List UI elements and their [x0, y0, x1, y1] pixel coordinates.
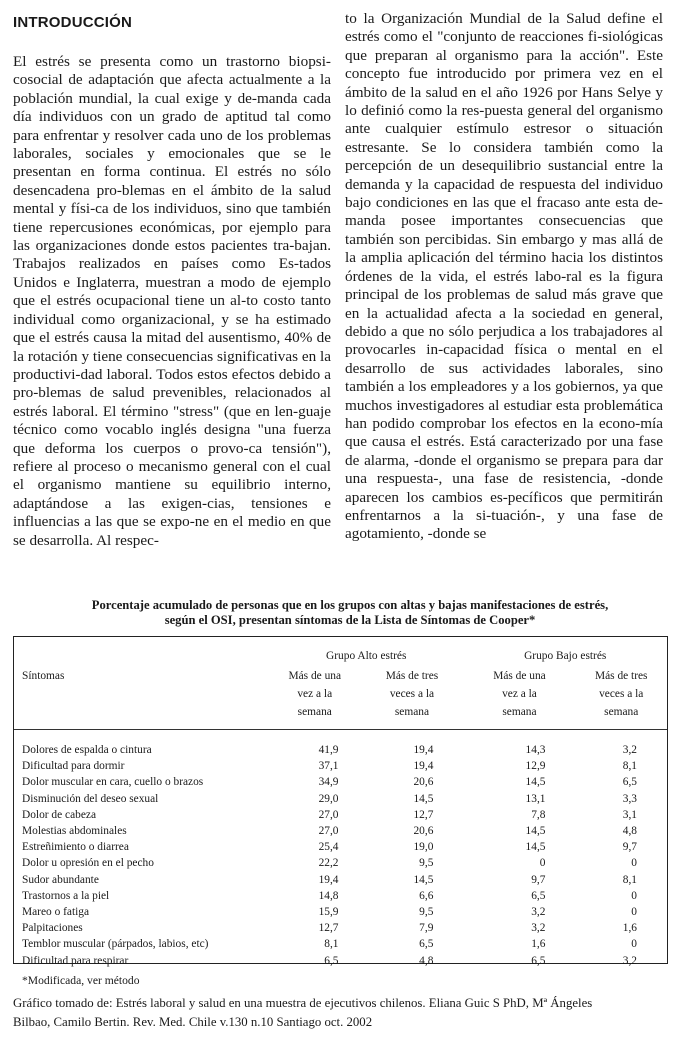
high-once-cell: 19,4 — [318, 873, 339, 886]
header-rule — [14, 721, 667, 730]
symptom-cell: Dolor u opresión en el pecho — [22, 857, 154, 870]
header-group-high: Grupo Alto estrés — [326, 650, 407, 662]
sub-label-line: vez a la — [297, 688, 333, 700]
low-three-cell: 0 — [631, 906, 637, 919]
low-once-cell: 12,9 — [525, 760, 546, 773]
high-once-cell: 15,9 — [318, 906, 339, 919]
low-once-cell: 9,7 — [531, 873, 546, 886]
symptom-cell: Temblor muscular (párpados, labios, etc) — [22, 938, 209, 951]
table-row — [14, 904, 667, 920]
sub-label-line: Más de una — [288, 670, 342, 682]
high-three-cell: 9,5 — [419, 857, 434, 870]
high-once-cell: 37,1 — [318, 760, 339, 773]
high-once-cell: 41,9 — [318, 744, 339, 756]
table-row — [14, 888, 667, 904]
sub-label-line: Más de tres — [594, 670, 648, 682]
high-once-cell: 25,4 — [318, 841, 339, 854]
high-three-cell: 6,5 — [419, 938, 434, 951]
header-group-low: Grupo Bajo estrés — [524, 650, 607, 662]
table-title-line-2: según el OSI, presentan síntomas de la Lista de Síntomas de Cooper* — [164, 613, 536, 627]
low-three-cell: 1,6 — [622, 922, 637, 935]
header-symptoms — [14, 637, 269, 667]
low-once-cell: 3,2 — [531, 906, 546, 919]
low-once-cell: 1,6 — [531, 938, 546, 951]
symptom-cell: Estreñimiento o diarrea — [22, 841, 129, 854]
low-once-cell: 7,8 — [531, 808, 546, 821]
table-row — [14, 936, 667, 952]
table-row — [14, 791, 667, 807]
low-once-cell: 13,1 — [525, 792, 546, 805]
high-once-cell: 8,1 — [324, 938, 339, 951]
sub-label-line: Más de una — [493, 670, 546, 682]
high-once-cell: 12,7 — [318, 922, 339, 935]
section-heading: INTRODUCCIÓN — [13, 14, 133, 31]
symptom-cell: Mareo o fatiga — [22, 906, 90, 919]
table-header-row-frequencies — [14, 667, 667, 721]
symptom-cell: Dolor de cabeza — [22, 808, 96, 821]
sub-label-line: Más de tres — [385, 670, 439, 682]
low-once-cell: 3,2 — [531, 922, 546, 935]
table-row — [14, 953, 667, 969]
symptoms-table — [14, 637, 667, 969]
high-once-cell: 14,8 — [318, 889, 339, 902]
sub-label-line: veces a la — [599, 688, 644, 700]
header-low-more-than-once — [463, 667, 575, 721]
symptom-cell: Dificultad para dormir — [22, 760, 125, 773]
sub-label-line: veces a la — [389, 688, 435, 700]
low-three-cell: 3,2 — [622, 954, 637, 967]
body-text-right-column: to la Organización Mundial de la Salud define el estrés como el "conjunto de reacciones fi-siológicas que preparan al organismo para la acción". Este concepto fue introducido por primera vez en el ámbito de la salud en el año 1926 por Hans Selye y lo definió como la res-puesta general del organismo ante cualquier estímulo estresor o situación estresante. Se lo considera también como la percepción de un desequilibrio sustancial entre la demanda y la capacidad de respuesta del individuo bajo condiciones en las que el fracaso ante esta de-manda posee importantes consecuencias que también son percibidas. Sin embargo y mas allá de la amplia aplicación del término hacia los distintos órdenes de la vida, el estrés labo-ral es la figura principal de los problemas de salud más grave que en la actualidad afecta a la sociedad en general, debido a que no sólo perjudica a los trabajadores al provocarles in-capacidad física o mental en el desarrollo de sus actividades laborales, sino también a los empleadores y a los gobiernos, ya que muchos investigadores al estudiar esta problemática han podido comprobar los efectos en la econo-mía que causa el estrés. Está caracterizado por una fase de alarma, -donde el organismo se prepara para dar una respuesta-, una fase de resistencia, -donde aparecen los cambios es-pecíficos que permitirán enfrentarnos a la si-tuación-, y una fase de agotamiento, -donde se — [345, 10, 663, 543]
table-row — [14, 872, 667, 888]
low-once-cell: 14,5 — [525, 825, 546, 838]
header-high-more-than-three — [361, 667, 464, 721]
header-gap — [14, 730, 667, 743]
symptom-cell: Dolor muscular en cara, cuello o brazos — [22, 776, 204, 789]
low-three-cell: 4,8 — [622, 825, 637, 838]
table-title — [40, 598, 660, 628]
high-three-cell: 19,4 — [413, 744, 434, 756]
low-three-cell: 3,3 — [622, 792, 637, 805]
low-once-cell: 14,3 — [525, 744, 546, 756]
symptom-cell: Sudor abundante — [22, 873, 99, 886]
low-three-cell: 0 — [631, 938, 637, 951]
low-once-cell: 0 — [539, 857, 546, 870]
high-three-cell: 20,6 — [413, 776, 434, 789]
high-three-cell: 19,0 — [413, 841, 434, 854]
high-once-cell: 27,0 — [318, 808, 339, 821]
sub-label-line: semana — [297, 706, 332, 718]
high-three-cell: 19,4 — [413, 760, 434, 773]
low-once-cell: 6,5 — [531, 954, 546, 967]
sub-label-line: semana — [394, 706, 430, 718]
sub-label-line: vez a la — [502, 688, 537, 700]
high-three-cell: 7,9 — [419, 922, 434, 935]
high-once-cell: 22,2 — [318, 857, 339, 870]
low-three-cell: 9,7 — [622, 841, 637, 854]
sub-label-line: semana — [604, 706, 639, 718]
table-row — [14, 742, 667, 758]
header-symptoms-label: Síntomas — [22, 670, 65, 682]
symptom-cell: Dolores de espalda o cintura — [22, 744, 152, 756]
table-header-row-groups — [14, 637, 667, 667]
table-row — [14, 839, 667, 855]
high-once-cell: 27,0 — [318, 825, 339, 838]
table-row — [14, 758, 667, 774]
header-low-more-than-three — [575, 667, 667, 721]
caption-line-1: Gráfico tomado de: Estrés laboral y salud en una muestra de ejecutivos chilenos. Eliana Guic S PhD, Mª Ángeles — [13, 996, 593, 1010]
low-three-cell: 6,5 — [622, 776, 637, 789]
low-three-cell: 0 — [631, 889, 637, 902]
caption-line-2: Bilbao, Camilo Bertin. Rev. Med. Chile v.130 n.10 Santiago oct. 2002 — [13, 1015, 373, 1029]
table-title-line-1: Porcentaje acumulado de personas que en los grupos con altas y bajas manifestaciones de estrés, — [91, 598, 609, 612]
high-once-cell: 6,5 — [324, 954, 339, 967]
table-row — [14, 774, 667, 790]
low-three-cell: 3,2 — [622, 744, 637, 756]
symptom-cell: Disminución del deseo sexual — [22, 792, 159, 805]
body-text-left-column: El estrés se presenta como un trastorno biopsi-cosocial de adaptación que afecta actualmente a la población mundial, la cual exige y de-manda cada día individuos con un grado de aptitud tal como para enfrentar y resolver cada uno de los problemas laborales, sociales y emocionales que se le presentan en forma continua. El estrés no sólo desencadena pro-blemas en el ámbito de la salud mental y físi-ca de los individuos, sino que también tiene repercusiones económicas, por ejemplo para las organizaciones donde estos pacientes tra-bajan. Trabajos realizados en países como Es-tados Unidos e Inglaterra, muestran a modo de ejemplo que el estrés ocupacional tiene un al-to costo tanto individual como organizacional, y se ha estimado que el estrés causa la mitad del ausentismo, 40% de la rotación y tiene consecuencias significativas en la productivi-dad laboral. Todos estos efectos debido a pro-blemas de salud prevenibles, relacionados al estrés laboral. El término "stress" (que en len-guaje técnico como vocablo inglés designa "una fuerza que deforma los cuerpos o provo-ca tensión"), refiere al proceso o mecanismo general con el cual el organismo mantiene su equilibrio interno, adaptándose a las exigen-cias, tensiones e influencias a las que se expo-ne en el medio en que se desarrolla. Al respec- — [13, 53, 331, 549]
symptoms-table-frame — [13, 636, 668, 967]
symptom-cell: Trastornos a la piel — [22, 889, 110, 902]
table-row — [14, 823, 667, 839]
low-three-cell: 3,1 — [622, 808, 637, 821]
high-three-cell: 12,7 — [413, 808, 434, 821]
low-once-cell: 14,5 — [525, 776, 546, 789]
low-three-cell: 8,1 — [622, 760, 637, 773]
high-three-cell: 20,6 — [413, 825, 434, 838]
high-once-cell: 34,9 — [318, 776, 339, 789]
low-once-cell: 14,5 — [525, 841, 546, 854]
table-footnote: *Modificada, ver método — [22, 974, 140, 987]
table-row — [14, 807, 667, 823]
high-once-cell: 29,0 — [318, 792, 339, 805]
sub-label-line: semana — [502, 706, 537, 718]
high-three-cell: 14,5 — [413, 873, 434, 886]
low-once-cell: 6,5 — [531, 889, 546, 902]
symptom-cell: Dificultad para respirar — [22, 954, 129, 967]
high-three-cell: 14,5 — [413, 792, 434, 805]
header-high-more-than-once — [269, 667, 360, 721]
figure-caption — [13, 994, 673, 1032]
high-three-cell: 4,8 — [419, 954, 434, 967]
high-three-cell: 6,6 — [419, 889, 434, 902]
low-three-cell: 8,1 — [622, 873, 637, 886]
low-three-cell: 0 — [631, 857, 637, 870]
table-row — [14, 855, 667, 871]
symptom-cell: Palpitaciones — [22, 922, 83, 935]
table-row — [14, 920, 667, 936]
high-three-cell: 9,5 — [419, 906, 434, 919]
symptom-cell: Molestias abdominales — [22, 825, 127, 838]
